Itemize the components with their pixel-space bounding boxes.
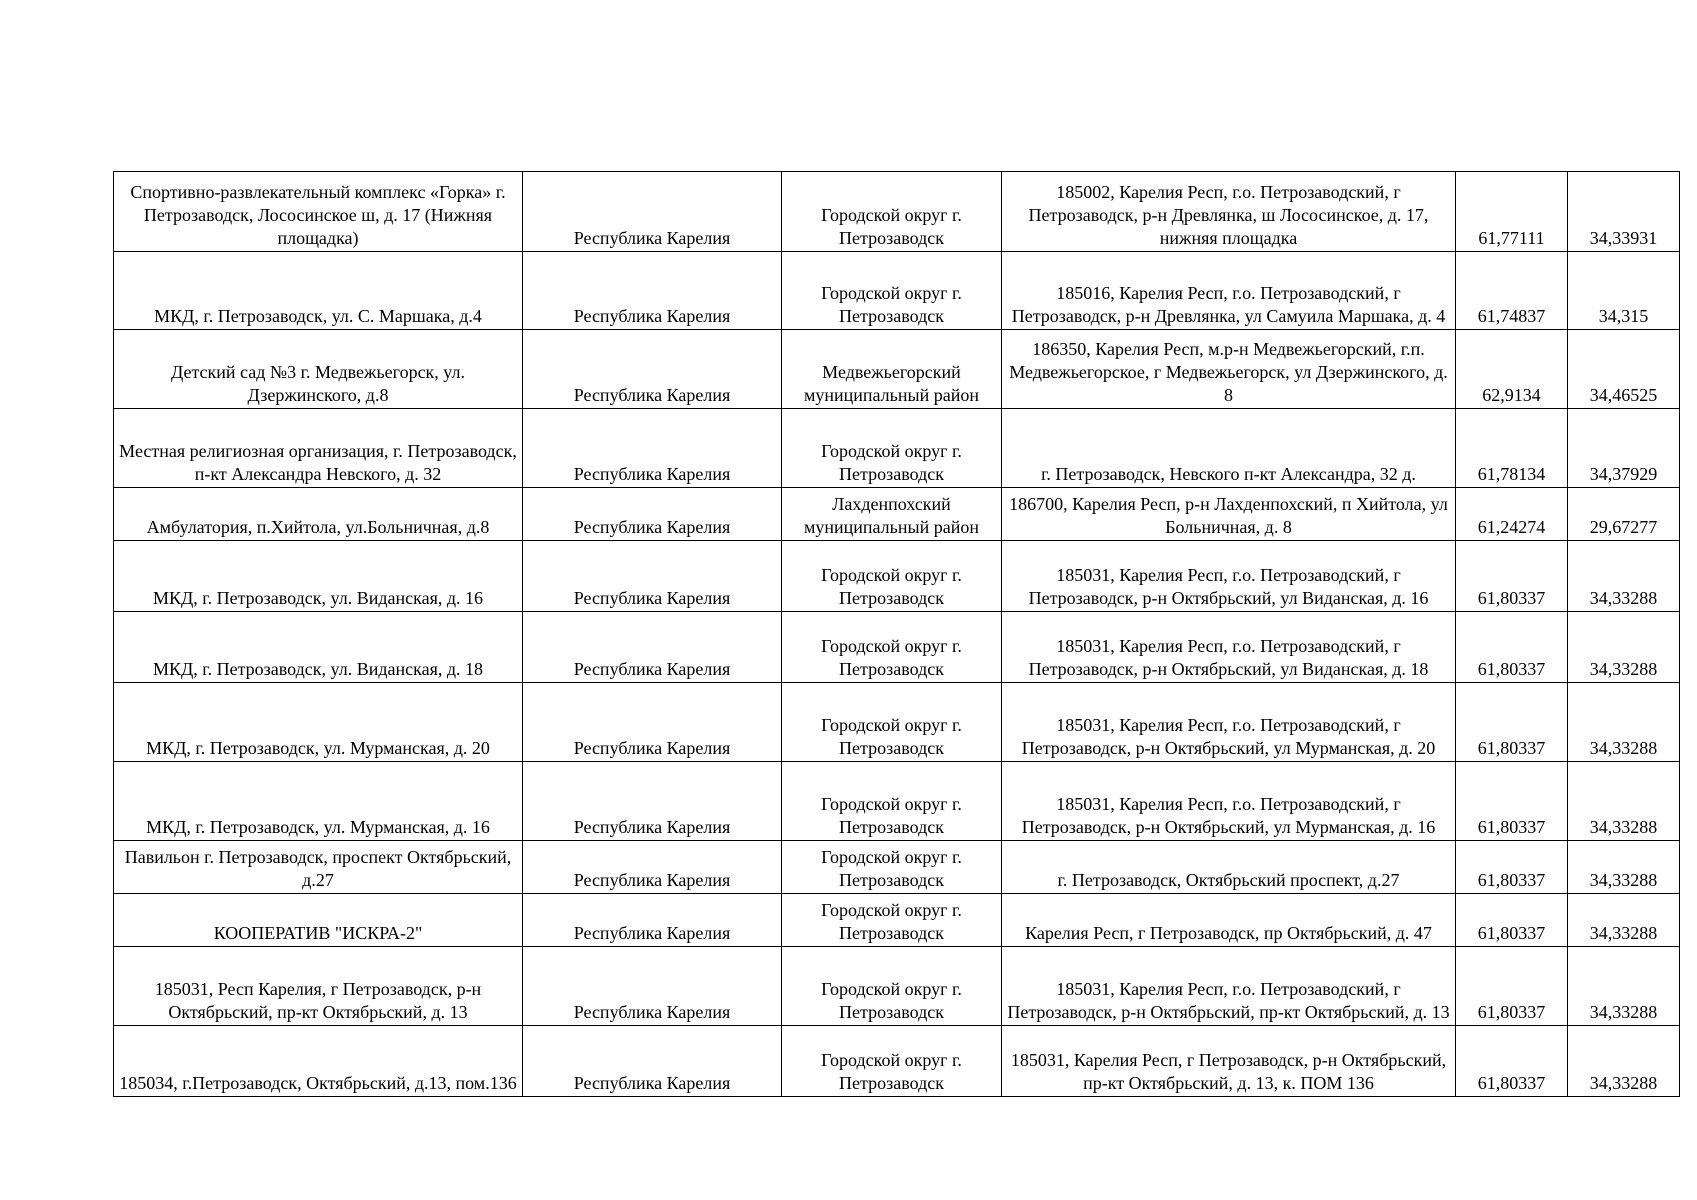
object-name-cell: Спортивно-развлекательный комплекс «Горка» г. Петрозаводск, Лососинское ш, д. 17 (Нижняя площадка) <box>114 172 523 252</box>
object-name-cell: Амбулатория, п.Хийтола, ул.Больничная, д.8 <box>114 488 523 541</box>
region-cell: Республика Карелия <box>523 612 782 683</box>
latitude-cell: 61,80337 <box>1456 762 1568 841</box>
municipality-cell: Лахденпохский муниципальный район <box>782 488 1002 541</box>
municipality-cell: Городской округ г. Петрозаводск <box>782 894 1002 947</box>
longitude-cell: 34,33288 <box>1568 894 1680 947</box>
object-name-cell: МКД, г. Петрозаводск, ул. С. Маршака, д.4 <box>114 252 523 330</box>
longitude-cell: 34,33288 <box>1568 841 1680 894</box>
region-cell: Республика Карелия <box>523 1026 782 1097</box>
object-name-cell: 185034, г.Петрозаводск, Октябрьский, д.13, пом.136 <box>114 1026 523 1097</box>
address-cell: 185031, Карелия Респ, г Петрозаводск, р-н Октябрьский, пр-кт Октябрьский, д. 13, к. ПОМ 136 <box>1002 1026 1456 1097</box>
longitude-cell: 34,37929 <box>1568 409 1680 488</box>
municipality-cell: Медвежьегорский муниципальный район <box>782 330 1002 409</box>
region-cell: Республика Карелия <box>523 172 782 252</box>
address-cell: 185031, Карелия Респ, г.о. Петрозаводский, г Петрозаводск, р-н Октябрьский, ул Мурманская, д. 20 <box>1002 683 1456 762</box>
latitude-cell: 61,80337 <box>1456 612 1568 683</box>
latitude-cell: 61,80337 <box>1456 541 1568 612</box>
table-row <box>114 541 1680 612</box>
object-name-cell: Павильон г. Петрозаводск, проспект Октябрьский, д.27 <box>114 841 523 894</box>
region-cell: Республика Карелия <box>523 841 782 894</box>
region-cell: Республика Карелия <box>523 683 782 762</box>
latitude-cell: 61,24274 <box>1456 488 1568 541</box>
object-name-cell: МКД, г. Петрозаводск, ул. Виданская, д. 16 <box>114 541 523 612</box>
latitude-cell: 61,80337 <box>1456 947 1568 1026</box>
longitude-cell: 34,33288 <box>1568 541 1680 612</box>
region-cell: Республика Карелия <box>523 488 782 541</box>
latitude-cell: 62,9134 <box>1456 330 1568 409</box>
longitude-cell: 34,33288 <box>1568 762 1680 841</box>
municipality-cell: Городской округ г. Петрозаводск <box>782 612 1002 683</box>
objects-table <box>113 171 1680 1097</box>
region-cell: Республика Карелия <box>523 252 782 330</box>
municipality-cell: Городской округ г. Петрозаводск <box>782 252 1002 330</box>
table-row <box>114 762 1680 841</box>
table-row <box>114 409 1680 488</box>
table-row <box>114 488 1680 541</box>
region-cell: Республика Карелия <box>523 762 782 841</box>
municipality-cell: Городской округ г. Петрозаводск <box>782 762 1002 841</box>
municipality-cell: Городской округ г. Петрозаводск <box>782 172 1002 252</box>
longitude-cell: 29,67277 <box>1568 488 1680 541</box>
table-row <box>114 1026 1680 1097</box>
address-cell: 185031, Карелия Респ, г.о. Петрозаводский, г Петрозаводск, р-н Октябрьский, пр-кт Октябрьский, д. 13 <box>1002 947 1456 1026</box>
longitude-cell: 34,315 <box>1568 252 1680 330</box>
address-cell: г. Петрозаводск, Невского п-кт Александра, 32 д. <box>1002 409 1456 488</box>
table-row <box>114 894 1680 947</box>
address-cell: Карелия Респ, г Петрозаводск, пр Октябрьский, д. 47 <box>1002 894 1456 947</box>
municipality-cell: Городской округ г. Петрозаводск <box>782 1026 1002 1097</box>
latitude-cell: 61,78134 <box>1456 409 1568 488</box>
longitude-cell: 34,33288 <box>1568 683 1680 762</box>
longitude-cell: 34,46525 <box>1568 330 1680 409</box>
object-name-cell: КООПЕРАТИВ "ИСКРА-2" <box>114 894 523 947</box>
address-cell: 185031, Карелия Респ, г.о. Петрозаводский, г Петрозаводск, р-н Октябрьский, ул Виданская, д. 16 <box>1002 541 1456 612</box>
address-cell: 185031, Карелия Респ, г.о. Петрозаводский, г Петрозаводск, р-н Октябрьский, ул Мурманская, д. 16 <box>1002 762 1456 841</box>
table-row <box>114 683 1680 762</box>
latitude-cell: 61,80337 <box>1456 894 1568 947</box>
latitude-cell: 61,80337 <box>1456 1026 1568 1097</box>
address-cell: г. Петрозаводск, Октябрьский проспект, д.27 <box>1002 841 1456 894</box>
longitude-cell: 34,33288 <box>1568 947 1680 1026</box>
table-row <box>114 947 1680 1026</box>
table-row <box>114 612 1680 683</box>
municipality-cell: Городской округ г. Петрозаводск <box>782 947 1002 1026</box>
municipality-cell: Городской округ г. Петрозаводск <box>782 683 1002 762</box>
longitude-cell: 34,33288 <box>1568 1026 1680 1097</box>
region-cell: Республика Карелия <box>523 330 782 409</box>
object-name-cell: МКД, г. Петрозаводск, ул. Мурманская, д. 20 <box>114 683 523 762</box>
object-name-cell: Местная религиозная организация, г. Петрозаводск, п-кт Александра Невского, д. 32 <box>114 409 523 488</box>
object-name-cell: МКД, г. Петрозаводск, ул. Мурманская, д. 16 <box>114 762 523 841</box>
region-cell: Республика Карелия <box>523 409 782 488</box>
municipality-cell: Городской округ г. Петрозаводск <box>782 541 1002 612</box>
address-cell: 185016, Карелия Респ, г.о. Петрозаводский, г Петрозаводск, р-н Древлянка, ул Самуила Маршака, д. 4 <box>1002 252 1456 330</box>
region-cell: Республика Карелия <box>523 894 782 947</box>
object-name-cell: Детский сад №3 г. Медвежьегорск, ул. Дзержинского, д.8 <box>114 330 523 409</box>
address-cell: 186700, Карелия Респ, р-н Лахденпохский, п Хийтола, ул Больничная, д. 8 <box>1002 488 1456 541</box>
region-cell: Республика Карелия <box>523 541 782 612</box>
table-row <box>114 841 1680 894</box>
objects-table-body <box>114 172 1680 1097</box>
longitude-cell: 34,33288 <box>1568 612 1680 683</box>
object-name-cell: МКД, г. Петрозаводск, ул. Виданская, д. 18 <box>114 612 523 683</box>
longitude-cell: 34,33931 <box>1568 172 1680 252</box>
latitude-cell: 61,74837 <box>1456 252 1568 330</box>
latitude-cell: 61,80337 <box>1456 841 1568 894</box>
table-row <box>114 252 1680 330</box>
municipality-cell: Городской округ г. Петрозаводск <box>782 409 1002 488</box>
table-row <box>114 330 1680 409</box>
address-cell: 185031, Карелия Респ, г.о. Петрозаводский, г Петрозаводск, р-н Октябрьский, ул Виданская, д. 18 <box>1002 612 1456 683</box>
municipality-cell: Городской округ г. Петрозаводск <box>782 841 1002 894</box>
object-name-cell: 185031, Респ Карелия, г Петрозаводск, р-н Октябрьский, пр-кт Октябрьский, д. 13 <box>114 947 523 1026</box>
address-cell: 186350, Карелия Респ, м.р-н Медвежьегорский, г.п. Медвежьегорское, г Медвежьегорск, ул Дзержинского, д. 8 <box>1002 330 1456 409</box>
latitude-cell: 61,77111 <box>1456 172 1568 252</box>
latitude-cell: 61,80337 <box>1456 683 1568 762</box>
table-row <box>114 172 1680 252</box>
region-cell: Республика Карелия <box>523 947 782 1026</box>
address-cell: 185002, Карелия Респ, г.о. Петрозаводский, г Петрозаводск, р-н Древлянка, ш Лососинское, д. 17, нижняя площадка <box>1002 172 1456 252</box>
